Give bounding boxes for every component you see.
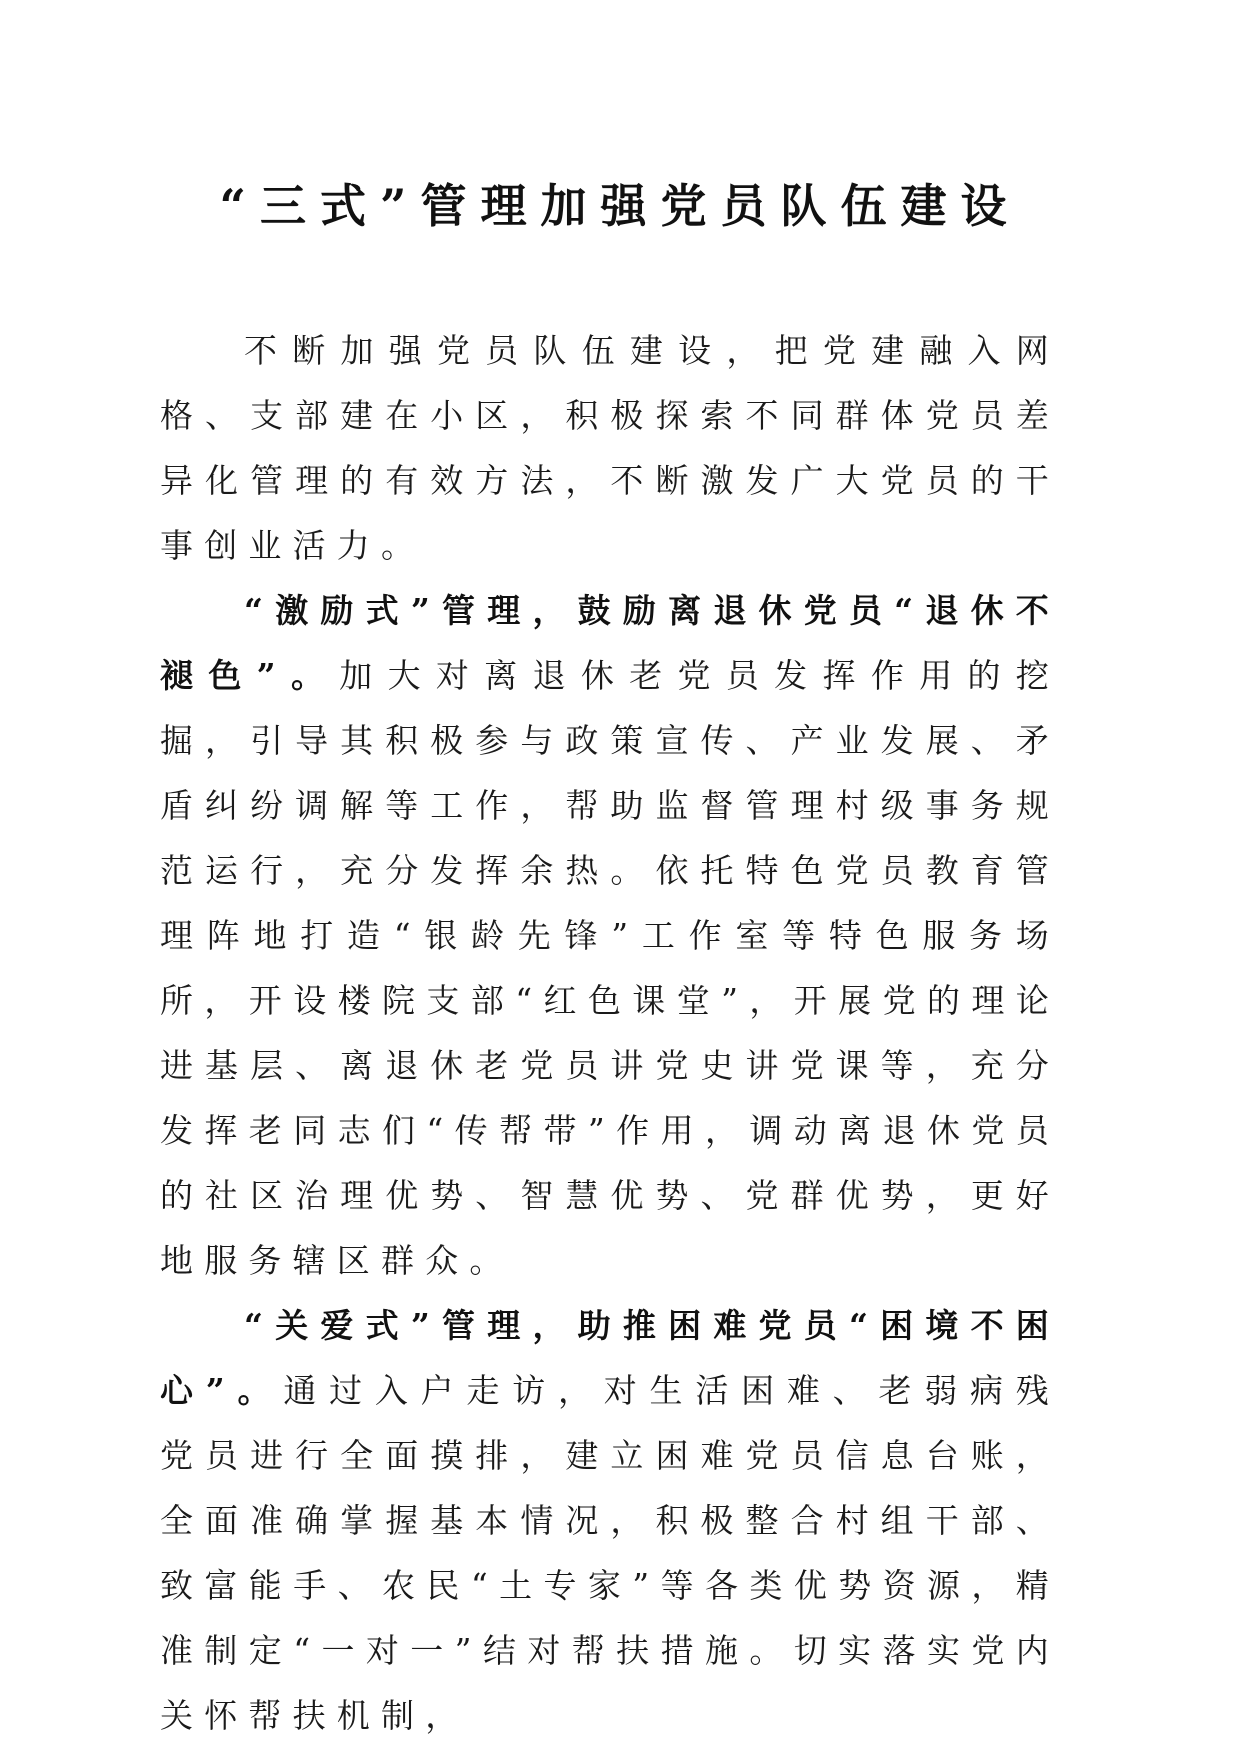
- incentive-management-paragraph: [160, 578, 1060, 1293]
- paragraph-lead: “激励式”管理，鼓励离退休党员“退休不褪色”。: [160, 591, 1060, 695]
- paragraph-lead: “关爱式”管理，助推困难党员“困境不困心”。: [160, 1306, 1060, 1410]
- document-body: [160, 318, 1060, 1748]
- intro-paragraph: [160, 318, 1060, 578]
- paragraph-text: 通过入户走访，对生活困难、老弱病残党员进行全面摸排，建立困难党员信息台账，全面准确掌握基本情况，积极整合村组干部、致富能手、农民“土专家”等各类优势资源，精准制定“一对一”结对帮扶措施。切实落实党内关怀帮扶机制，: [160, 1371, 1060, 1735]
- document-title: “三式”管理加强党员队伍建设: [219, 179, 1021, 233]
- paragraph-text: 不断加强党员队伍建设，把党建融入网格、支部建在小区，积极探索不同群体党员差异化管理的有效方法，不断激发广大党员的干事创业活力。: [160, 331, 1060, 565]
- care-management-paragraph: [160, 1293, 1060, 1748]
- paragraph-text: 加大对离退休老党员发挥作用的挖掘，引导其积极参与政策宣传、产业发展、矛盾纠纷调解等工作，帮助监督管理村级事务规范运行，充分发挥余热。依托特色党员教育管理阵地打造“银龄先锋”工作室等特色服务场所，开设楼院支部“红色课堂”，开展党的理论进基层、离退休老党员讲党史讲党课等，充分发挥老同志们“传帮带”作用，调动离退休党员的社区治理优势、智慧优势、党群优势，更好地服务辖区群众。: [160, 656, 1060, 1280]
